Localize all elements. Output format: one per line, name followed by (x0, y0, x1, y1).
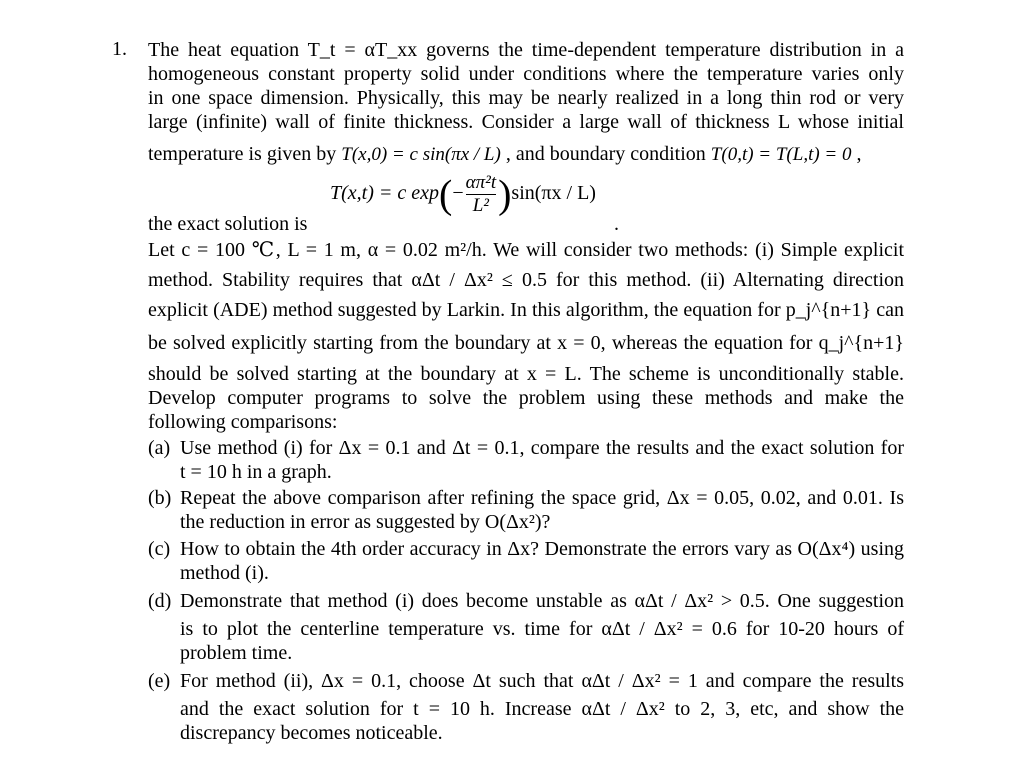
part-e-line-1: For method (ii), Δx = 0.1, choose Δt such that αΔt / Δx² = 1 and compare the results (180, 670, 904, 692)
part-e-line-3: discrepancy becomes noticeable. (180, 722, 443, 744)
part-d-line-2: is to plot the centerline temperature vs. time for αΔt / Δx² = 0.6 for 10-20 hours of (180, 618, 904, 640)
part-a-label: (a) (148, 437, 171, 459)
exact-fraction (466, 172, 496, 217)
part-c-label: (c) (148, 538, 171, 560)
part-b-line-2: the reduction in error as suggested by O(Δx²)? (180, 511, 551, 533)
exact-numerator: απ²t (465, 172, 497, 193)
part-c-line-2: method (i). (180, 562, 269, 584)
exact-solution-equation: T(x,t) = c exp(− $\frac{\text{απ²t}}{\text{L²}}$ )sin(πx / L) (330, 171, 596, 217)
part-e-line-2: and the exact solution for t = 10 h. Increase αΔt / Δx² to 2, 3, etc, and show the (180, 698, 904, 720)
part-e-label: (e) (148, 670, 171, 692)
line5-text-b: , and boundary condition (505, 143, 706, 165)
intro-line-5 (148, 142, 862, 167)
problem-number: 1. (112, 38, 127, 60)
part-d-line-1: Demonstrate that method (i) does become unstable as αΔt / Δx² > 0.5. One suggestion (180, 590, 904, 612)
line5-text-a: temperature is given by (148, 143, 337, 165)
body-line-3: explicit (ADE) method suggested by Larkin. In this algorithm, the equation for p_j^{n+1} can (148, 299, 904, 321)
exact-solution-label: the exact solution is (148, 213, 308, 235)
part-b-line-1: Repeat the above comparison after refining the space grid, Δx = 0.05, 0.02, and 0.01. Is (180, 487, 904, 509)
params-line: Let c = 100 ℃, L = 1 m, α = 0.02 m²/h. We will consider two methods: (i) Simple explicit (148, 239, 904, 261)
body-line-7: following comparisons: (148, 411, 338, 433)
intro-line-1: The heat equation T_t = αT_xx governs the time-dependent temperature distribution in a (148, 39, 904, 61)
body-line-2: method. Stability requires that αΔt / Δx² ≤ 0.5 for this method. (ii) Alternating direction (148, 269, 904, 291)
body-line-6: Develop computer programs to solve the problem using these methods and make the (148, 387, 904, 409)
part-a-line-1: Use method (i) for Δx = 0.1 and Δt = 0.1, compare the results and the exact solution for (180, 437, 904, 459)
initial-condition-equation: T(x,0) = c sin(πx / L) (341, 144, 501, 165)
boundary-condition-equation: T(0,t) = T(L,t) = 0 (710, 144, 852, 165)
part-b-label: (b) (148, 487, 172, 509)
intro-line-3: in one space dimension. Physically, this may be nearly realized in a long thin rod or very (148, 87, 904, 109)
line5-end: , (856, 143, 862, 165)
intro-line-2: homogeneous constant property solid under conditions where the temperature varies only (148, 63, 904, 85)
exact-lhs: T(x,t) = c exp (330, 182, 440, 205)
part-d-label: (d) (148, 590, 172, 612)
exact-solution-end: . (614, 213, 619, 235)
part-d-line-3: problem time. (180, 642, 293, 664)
part-a-line-2: t = 10 h in a graph. (180, 461, 332, 483)
exact-denominator: L² (466, 194, 496, 217)
body-line-5: should be solved starting at the boundary at x = L. The scheme is unconditionally stable. (148, 363, 904, 385)
exact-rhs: sin(πx / L) (511, 182, 596, 205)
body-line-4: be solved explicitly starting from the boundary at x = 0, whereas the equation for q_j^{n+1} (148, 332, 904, 354)
intro-line-4: large (infinite) wall of finite thickness. Consider a large wall of thickness L whose initial (148, 111, 904, 133)
part-c-line-1: How to obtain the 4th order accuracy in Δx? Demonstrate the errors vary as O(Δx⁴) using (180, 538, 904, 560)
